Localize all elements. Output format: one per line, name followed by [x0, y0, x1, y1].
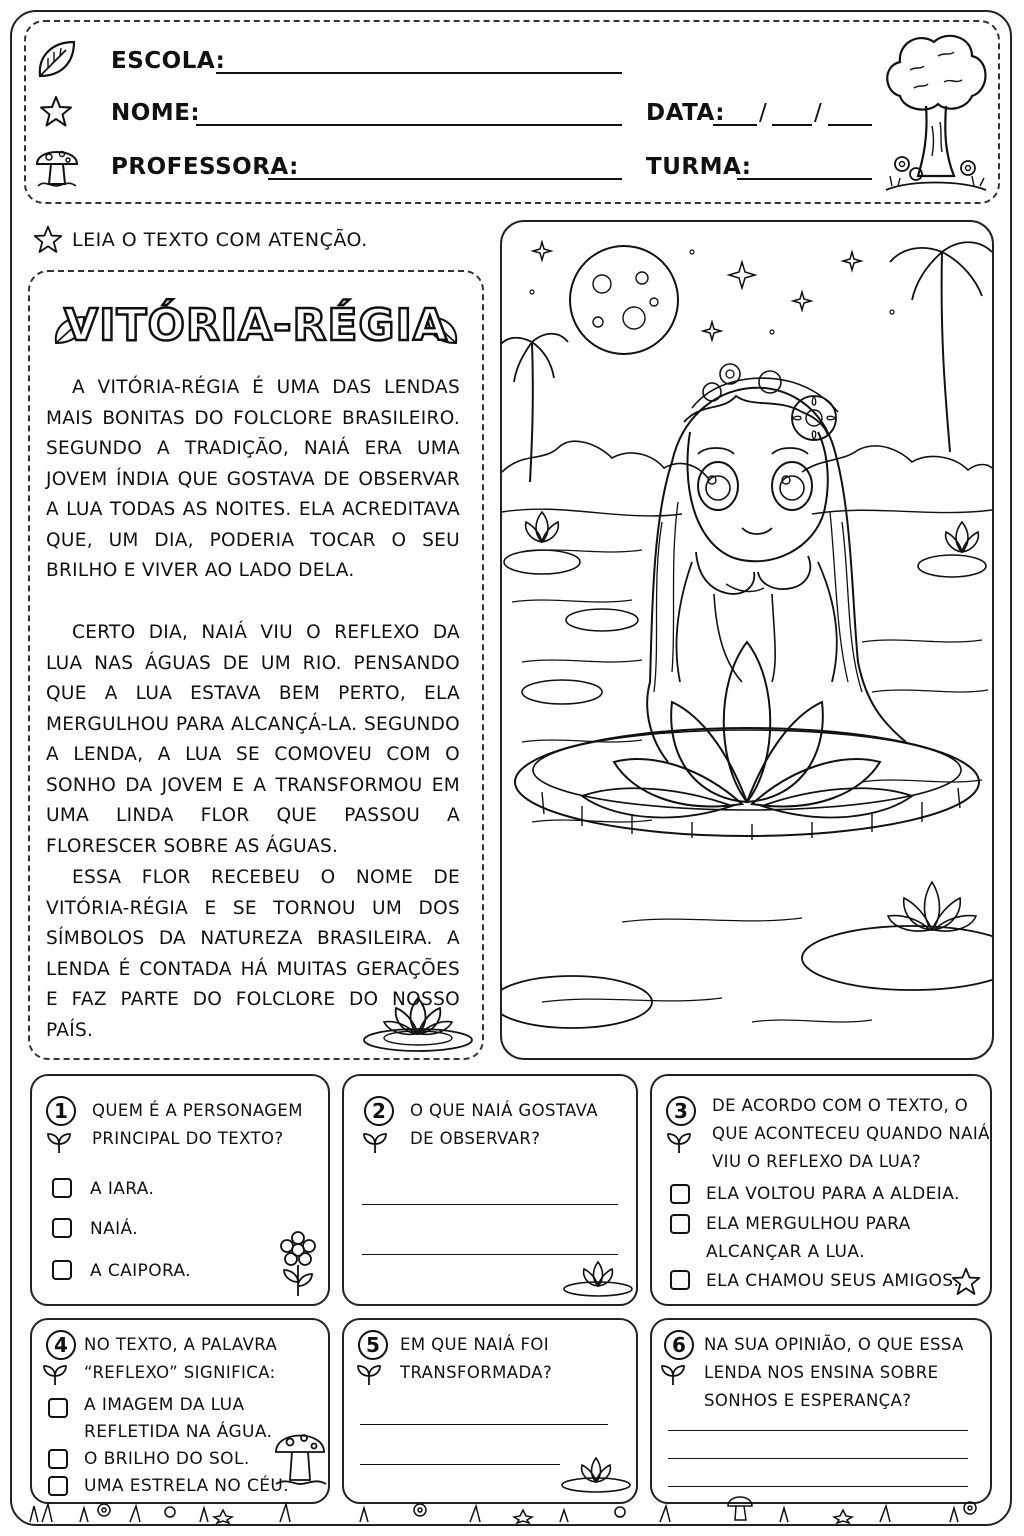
- option-label: ELA CHAMOU SEUS AMIGOS.: [706, 1271, 960, 1291]
- question-number: 3: [666, 1096, 696, 1126]
- option-label: ELA VOLTOU PARA A ALDEIA.: [706, 1184, 960, 1204]
- school-label: ESCOLA:: [111, 48, 226, 74]
- instruction-text: LEIA O TEXTO COM ATENÇÃO.: [72, 229, 368, 251]
- option-label: NAIÁ.: [90, 1219, 139, 1239]
- question-text: QUEM É A PERSONAGEM PRINCIPAL DO TEXTO?: [92, 1101, 303, 1148]
- moon-icon: [570, 246, 678, 354]
- date-month-field[interactable]: [772, 124, 812, 126]
- sprout-icon: [362, 1132, 388, 1154]
- teacher-label: PROFESSORA:: [111, 154, 299, 180]
- option-checkbox[interactable]: [670, 1214, 690, 1234]
- star-icon: [32, 224, 64, 256]
- question-number: 4: [46, 1330, 76, 1360]
- teacher-field[interactable]: [268, 178, 622, 180]
- answer-line[interactable]: [360, 1464, 560, 1465]
- question-text: NO TEXTO, A PALAVRA “REFLEXO” SIGNIFICA:: [84, 1335, 278, 1382]
- lotus-icon: [562, 1258, 634, 1298]
- sprout-icon: [666, 1132, 692, 1154]
- question-number: 6: [664, 1330, 694, 1360]
- answer-line[interactable]: [668, 1430, 968, 1431]
- question-text: DE ACORDO COM O TEXTO, O QUE ACONTECEU QUANDO NAIÁ VIU O REFLEXO DA LUA?: [712, 1096, 990, 1171]
- tree-icon: [880, 26, 992, 200]
- answer-line[interactable]: [668, 1486, 968, 1487]
- sprout-icon: [42, 1364, 68, 1386]
- story-paragraph: A VITÓRIA-RÉGIA É UMA DAS LENDAS MAIS BONITAS DO FOLCLORE BRASILEIRO. SEGUNDO A TRADIÇÃO, NAIÁ ERA UMA JOVEM ÍNDIA QUE GOSTAVA DE OBSERVAR A LUA TODAS AS NOITES. ELA ACREDITAVA QUE, UM DIA, PODERIA TOCAR O SEU BRILHO E VIVER AO LADO DELA.: [46, 377, 460, 581]
- date-separator: /: [759, 100, 768, 126]
- option-label: UMA ESTRELA NO CÉU.: [84, 1476, 290, 1496]
- option-checkbox[interactable]: [48, 1449, 68, 1469]
- question-number: 2: [364, 1096, 394, 1126]
- option-label: O BRILHO DO SOL.: [84, 1449, 250, 1469]
- story-title: VITÓRIA-RÉGIA: [64, 300, 448, 351]
- name-field[interactable]: [196, 124, 622, 126]
- story-paragraph: CERTO DIA, NAIÁ VIU O REFLEXO DA LUA NAS ÁGUAS DE UM RIO. PENSANDO QUE A LUA ESTAVA BEM PERTO, ELA MERGULHOU PARA ALCANÇÁ-LA. SEGUNDO A LENDA, A LUA SE COMOVEU COM O SONHO DA JOVEM E A TRANSFORMOU EM UMA LINDA FLOR QUE PASSOU A FLORESCER SOBRE AS ÁGUAS.: [46, 622, 460, 857]
- flower-icon: [274, 1230, 322, 1300]
- question-text: O QUE NAIÁ GOSTAVA DE OBSERVAR?: [410, 1101, 598, 1148]
- answer-line[interactable]: [362, 1254, 618, 1255]
- option-label: ELA MERGULHOU PARA: [706, 1214, 911, 1234]
- date-separator: /: [814, 100, 823, 126]
- option-label: A IARA.: [90, 1179, 155, 1199]
- lotus-icon: [360, 990, 476, 1054]
- option-checkbox[interactable]: [670, 1184, 690, 1204]
- date-label: DATA:: [646, 100, 725, 126]
- mushroom-icon: [272, 1422, 328, 1492]
- sprout-icon: [46, 1132, 72, 1154]
- grass-border-decoration: [20, 1488, 1004, 1524]
- option-checkbox[interactable]: [670, 1270, 690, 1290]
- star-icon: [950, 1266, 982, 1298]
- question-text: NA SUA OPINIÃO, O QUE ESSA LENDA NOS ENSINA SOBRE SONHOS E ESPERANÇA?: [704, 1335, 964, 1410]
- option-label: A IMAGEM DA LUA: [84, 1395, 245, 1415]
- story-paragraph: ESSA FLOR RECEBEU O NOME DE VITÓRIA-RÉGIA E SE TORNOU UM DOS SÍMBOLOS DA NATUREZA BRASILEIRA. A LENDA É CONTADA HÁ MUITAS GERAÇÕES E FAZ PARTE DO FOLCLORE DO NOSSO PAÍS.: [46, 867, 460, 1041]
- question-number: 1: [46, 1096, 76, 1126]
- class-label: TURMA:: [646, 154, 752, 180]
- sprout-icon: [660, 1364, 686, 1386]
- school-field[interactable]: [216, 72, 622, 74]
- sprout-icon: [356, 1364, 382, 1386]
- option-label: REFLETIDA NA ÁGUA.: [84, 1422, 273, 1442]
- class-field[interactable]: [737, 178, 872, 180]
- illustration-frame: [500, 220, 994, 1060]
- mushroom-icon: [32, 140, 82, 192]
- leaf-icon: [34, 38, 78, 80]
- option-checkbox[interactable]: [52, 1178, 72, 1198]
- option-checkbox[interactable]: [52, 1218, 72, 1238]
- answer-line[interactable]: [362, 1204, 618, 1205]
- option-checkbox[interactable]: [52, 1260, 72, 1280]
- star-icon: [38, 94, 74, 130]
- option-checkbox[interactable]: [48, 1398, 68, 1418]
- question-number: 5: [358, 1330, 388, 1360]
- answer-line[interactable]: [360, 1424, 608, 1425]
- option-label: ALCANÇAR A LUA.: [706, 1242, 865, 1262]
- name-label: NOME:: [111, 100, 201, 126]
- girl-on-lily-pad-illustration: [502, 222, 992, 1058]
- date-day-field[interactable]: [713, 124, 757, 126]
- date-year-field[interactable]: [828, 124, 872, 126]
- option-label: A CAIPORA.: [90, 1261, 192, 1281]
- answer-line[interactable]: [668, 1458, 968, 1459]
- question-text: EM QUE NAIÁ FOI TRANSFORMADA?: [400, 1335, 553, 1382]
